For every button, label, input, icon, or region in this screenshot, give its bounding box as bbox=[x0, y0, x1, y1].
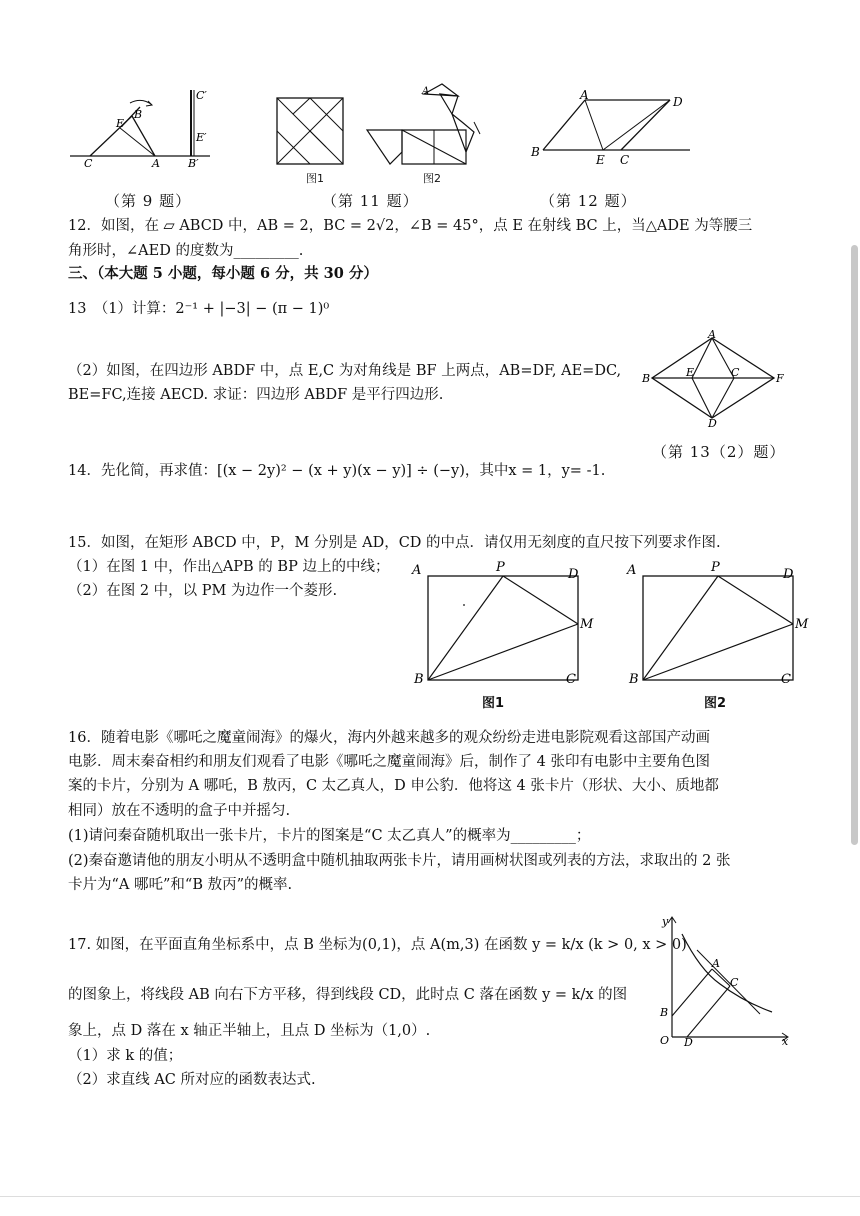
label-D: D bbox=[708, 417, 717, 428]
q16-line7: 卡片为“A 哪吒”和“B 敖丙”的概率. bbox=[68, 877, 293, 893]
q17-line2: 的图象上，将线段 AB 向右下方平移，得到线段 CD，此时点 C 落在函数 y = k/x 的图 bbox=[68, 987, 628, 1003]
label-P: P bbox=[711, 560, 720, 575]
q17-line3: 象上，点 D 落在 x 轴正半轴上，且点 D 坐标为（1,0）. bbox=[68, 1023, 431, 1039]
q14-text: 14．先化简，再求值：[(x − 2y)² − (x + y)(x − y)] ÷ (−y)，其中x = 1，y= -1. bbox=[68, 463, 606, 479]
label-B: B bbox=[660, 1006, 669, 1019]
label-E: E bbox=[116, 117, 125, 130]
label-B: B bbox=[134, 108, 143, 121]
q13-part2-line1: （2）如图，在四边形 ABDF 中，点 E,C 为对角线是 BF 上两点，AB=DF, AE=DC, bbox=[68, 363, 622, 379]
label-C: C bbox=[731, 366, 740, 379]
figure-q12 bbox=[525, 88, 700, 170]
q11-fig2-label: 图2 bbox=[423, 172, 441, 185]
q12-caption: （第 12 题） bbox=[540, 192, 637, 210]
q13-part1: 13 （1）计算：2⁻¹ + |−3| − (π − 1)⁰ bbox=[68, 301, 330, 317]
q17-line4: （1）求 k 的值； bbox=[68, 1048, 183, 1064]
q16-line4: 相同）放在不透明的盒子中并摇匀. bbox=[68, 803, 291, 819]
figure-q11-tangram-swan bbox=[362, 82, 497, 167]
q11-fig1-label: 图1 bbox=[306, 172, 324, 185]
label-C: C bbox=[730, 976, 739, 989]
label-x: x bbox=[782, 1035, 789, 1047]
label-D: D bbox=[673, 95, 683, 109]
label-D: D bbox=[568, 567, 579, 582]
figure-q17-coordinate-plane bbox=[652, 912, 792, 1047]
q15-line3: （2）在图 2 中，以 PM 为边作一个菱形. bbox=[68, 583, 338, 599]
figure-q15-1 bbox=[408, 558, 598, 688]
q15-line2: （1）在图 1 中，作出△APB 的 BP 边上的中线； bbox=[68, 559, 390, 575]
q13-part2-line2: BE=FC,连接 AECD. 求证：四边形 ABDF 是平行四边形. bbox=[68, 387, 444, 403]
figure-q13 bbox=[640, 330, 790, 428]
figure-q11-tangram-square bbox=[275, 96, 350, 168]
label-C: C bbox=[781, 672, 791, 687]
label-O: O bbox=[660, 1034, 670, 1047]
q17-line5: （2）求直线 AC 所对应的函数表达式. bbox=[68, 1072, 316, 1088]
q17-line1: 17. 如图，在平面直角坐标系中，点 B 坐标为(0,1)，点 A(m,3) 在函数 y = k/x (k > 0, x > 0) bbox=[68, 937, 687, 953]
label-A: A bbox=[152, 157, 160, 170]
label-A: A bbox=[412, 563, 422, 578]
label-C-prime: C′ bbox=[196, 89, 207, 102]
q12-line2: 角形时，∠AED 的度数为_________. bbox=[68, 243, 304, 259]
label-y: y bbox=[662, 915, 669, 928]
figure-q9 bbox=[60, 85, 220, 170]
label-D: D bbox=[684, 1036, 693, 1047]
q16-line3: 案的卡片，分别为 A 哪吒，B 敖丙，C 太乙真人，D 申公豹．他将这 4 张卡片（形状、大小、质地都 bbox=[68, 778, 719, 794]
label-C: C bbox=[566, 672, 576, 687]
label-A: A bbox=[627, 563, 637, 578]
q9-caption: （第 9 题） bbox=[105, 192, 192, 210]
q16-line1: 16．随着电影《哪吒之魔童闹海》的爆火，海内外越来越多的观众纷纷走进电影院观看这部国产动画 bbox=[68, 730, 710, 746]
label-A: A bbox=[712, 957, 720, 970]
label-P: P bbox=[496, 560, 505, 575]
label-E-prime: E′ bbox=[196, 131, 207, 144]
label-B: B bbox=[629, 672, 639, 687]
label-E: E bbox=[686, 366, 695, 379]
label-E: E bbox=[596, 153, 605, 167]
label-F: F bbox=[776, 372, 784, 385]
q15-line1: 15．如图，在矩形 ABCD 中，P，M 分别是 AD，CD 的中点．请仅用无刻度的直尺按下列要求作图. bbox=[68, 535, 721, 551]
scrollbar-thumb[interactable] bbox=[851, 245, 858, 845]
q15-fig2-label: 图2 bbox=[704, 696, 727, 711]
label-C: C bbox=[620, 153, 630, 167]
label-A: A bbox=[580, 88, 589, 102]
q15-fig1-label: 图1 bbox=[482, 696, 505, 711]
label-A: A bbox=[708, 330, 716, 341]
q13-caption: （第 13（2）题） bbox=[652, 443, 786, 461]
label-D: D bbox=[783, 567, 794, 582]
label-M: M bbox=[795, 617, 809, 632]
label-B-prime: B′ bbox=[188, 157, 199, 170]
q16-line6: (2)秦奋邀请他的朋友小明从不透明盒中随机抽取两张卡片，请用画树状图或列表的方法，求取出的 2 张 bbox=[68, 853, 731, 869]
page-bottom-divider bbox=[0, 1196, 860, 1197]
label-B: B bbox=[642, 372, 651, 385]
label-M: M bbox=[580, 617, 594, 632]
q11-caption: （第 11 题） bbox=[322, 192, 419, 210]
figure-q15-2 bbox=[623, 558, 813, 688]
label-B: B bbox=[414, 672, 424, 687]
label-C: C bbox=[84, 157, 93, 170]
q16-line2: 电影．周末秦奋相约和朋友们观看了电影《哪吒之魔童闹海》后，制作了 4 张印有电影中主要角色图 bbox=[68, 754, 710, 770]
q16-line5: (1)请问秦奋随机取出一张卡片，卡片的图案是“C 太乙真人”的概率为_________； bbox=[68, 828, 591, 844]
label-A: A bbox=[422, 86, 430, 97]
section-3-heading: 三、（本大题 5 小题，每小题 6 分，共 30 分） bbox=[68, 265, 378, 282]
label-B: B bbox=[531, 145, 540, 159]
q12-line1: 12．如图，在 ▱ ABCD 中，AB = 2，BC = 2√2，∠B = 45°，点 E 在射线 BC 上，当△ADE 为等腰三 bbox=[68, 218, 753, 234]
